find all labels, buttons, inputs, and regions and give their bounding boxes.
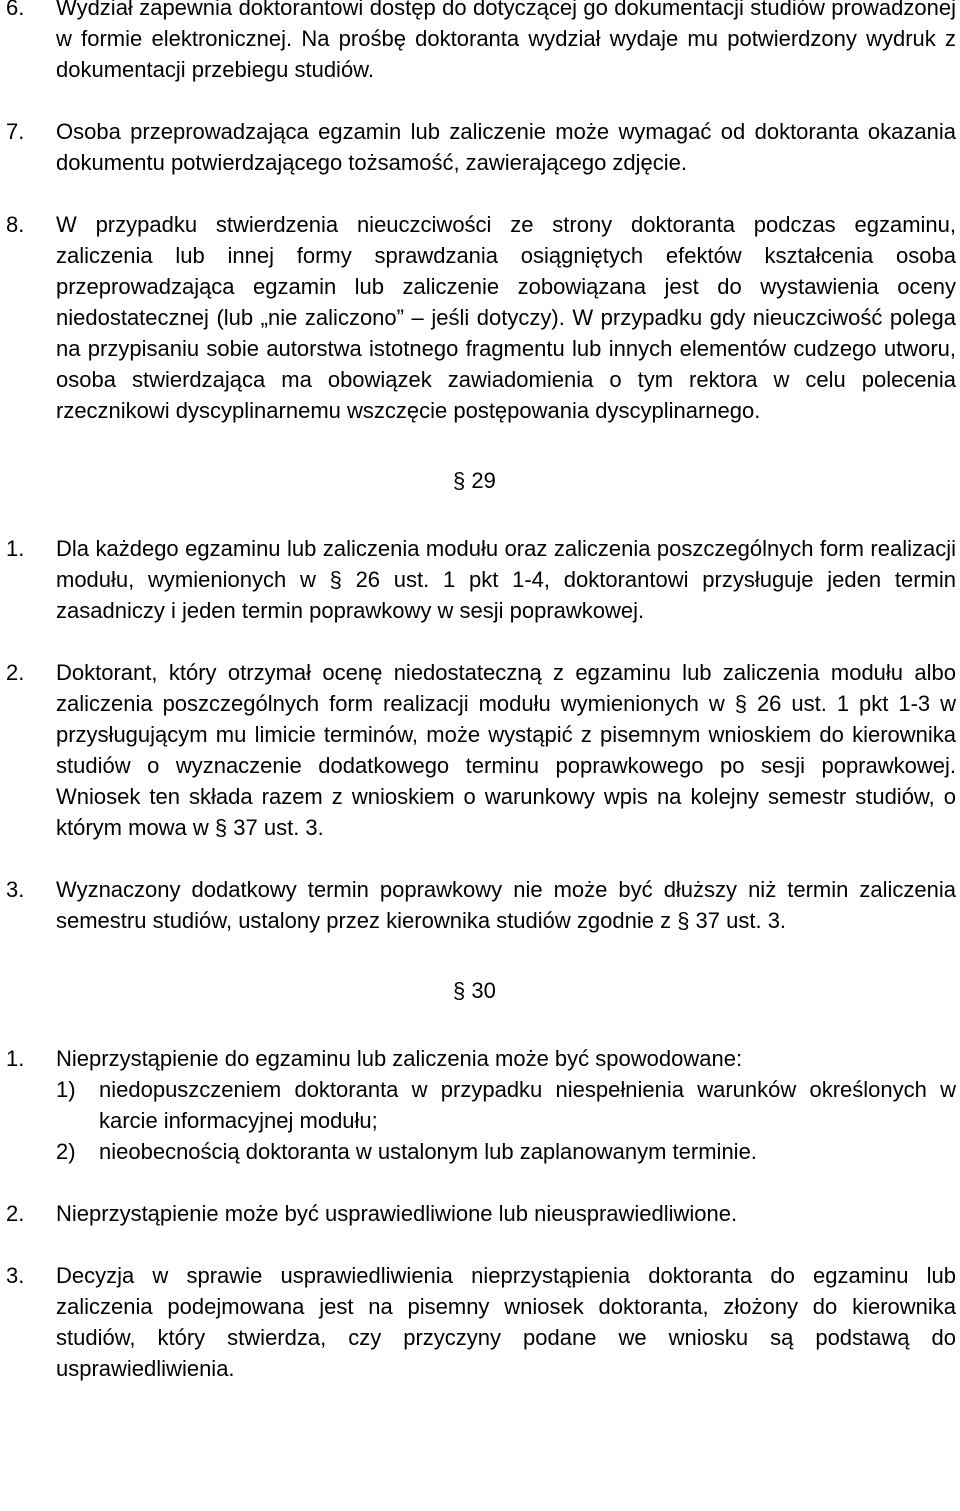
list-item-number: 1) — [56, 1077, 76, 1102]
section-heading-29 — [0, 465, 960, 496]
section-number: 30 — [471, 978, 496, 1003]
section-30-paragraph-2 — [0, 1198, 960, 1229]
paragraph-text: Nieprzystąpienie do egzaminu lub zaliczenia może być spowodowane: — [56, 1046, 743, 1071]
paragraph-text: Doktorant, który otrzymał ocenę niedostateczną z egzaminu lub zaliczenia modułu albo zaliczenia poszczególnych form realizacji modułu wymienionych w § 26 ust. 1 pkt 1-3 w przysługującym mu limicie terminów, może wystąpić z pisemnym wnioskiem do kierownika studiów o wyznaczenie dodatkowego terminu poprawkowego po sesji poprawkowej. Wniosek ten składa razem z wnioskiem o warunkowy wpis na kolejny semestr studiów, o którym mowa w § 37 ust. 3. — [56, 660, 956, 840]
paragraph-number: 6. — [6, 0, 25, 20]
paragraph-text: W przypadku stwierdzenia nieuczciwości ze strony doktoranta podczas egzaminu, zaliczenia lub innej formy sprawdzania osiągniętych efektów kształcenia osoba przeprowadzająca egzamin lub zaliczenie zobowiązana jest do wystawienia oceny niedostatecznej (lub „nie zaliczono” – jeśli dotyczy). W przypadku gdy nieuczciwość polega na przypisaniu sobie autorstwa istotnego fragmentu lub innych elementów cudzego utworu, osoba stwierdzająca ma obowiązek zawiadomienia o tym rektora w celu polecenia rzecznikowi dyscyplinarnemu wszczęcie postępowania dyscyplinarnego. — [56, 212, 956, 423]
section-29-paragraph-1 — [0, 533, 960, 626]
section-29-paragraph-2 — [0, 657, 960, 843]
paragraph-text: Wyznaczony dodatkowy termin poprawkowy nie może być dłuższy niż termin zaliczenia semestru studiów, ustalony przez kierownika studiów zgodnie z § 37 ust. 3. — [56, 877, 956, 933]
paragraph-text: Nieprzystąpienie może być usprawiedliwione lub nieusprawiedliwione. — [56, 1201, 738, 1226]
list-item — [56, 1136, 956, 1167]
paragraph-text: Dla każdego egzaminu lub zaliczenia modułu oraz zaliczenia poszczególnych form realizacji modułu, wymienionych w § 26 ust. 1 pkt 1-4, doktorantowi przysługuje jeden termin zasadniczy i jeden termin poprawkowy w sesji poprawkowej. — [56, 536, 956, 623]
list-item-number: 2) — [56, 1139, 76, 1164]
paragraph-7 — [0, 116, 960, 178]
paragraph-number: 8. — [6, 212, 25, 237]
section-sign: § — [453, 468, 466, 493]
list-item-text: niedopuszczeniem doktoranta w przypadku niespełnienia warunków określonych w karcie informacyjnej modułu; — [99, 1077, 956, 1133]
paragraph-number: 3. — [6, 1263, 25, 1288]
paragraph-text: Wydział zapewnia doktorantowi dostęp do dotyczącej go dokumentacji studiów prowadzonej w formie elektronicznej. Na prośbę doktoranta wydział wydaje mu potwierdzony wydruk z dokumentacji przebiegu studiów. — [56, 0, 956, 82]
list-item — [56, 1074, 956, 1136]
paragraph-8 — [0, 209, 960, 426]
section-30-paragraph-3 — [0, 1260, 960, 1384]
paragraph-text: Osoba przeprowadzająca egzamin lub zaliczenie może wymagać od doktoranta okazania dokumentu potwierdzającego tożsamość, zawierającego zdjęcie. — [56, 119, 956, 175]
paragraph-number: 2. — [6, 660, 25, 685]
list-item-text: nieobecnością doktoranta w ustalonym lub zaplanowanym terminie. — [99, 1139, 757, 1164]
paragraph-number: 3. — [6, 877, 25, 902]
section-sign: § — [453, 978, 466, 1003]
section-30-paragraph-1 — [0, 1043, 960, 1167]
paragraph-number: 1. — [6, 536, 25, 561]
paragraph-number: 2. — [6, 1201, 25, 1226]
paragraph-6 — [0, 0, 960, 85]
section-29-paragraph-3 — [0, 874, 960, 936]
sub-list — [56, 1074, 956, 1167]
paragraph-number: 1. — [6, 1046, 25, 1071]
paragraph-text: Decyzja w sprawie usprawiedliwienia nieprzystąpienia doktoranta do egzaminu lub zaliczenia podejmowana jest na pisemny wniosek doktoranta, złożony do kierownika studiów, który stwierdza, czy przyczyny podane we wniosku są podstawą do usprawiedliwienia. — [56, 1263, 956, 1381]
section-heading-30 — [0, 975, 960, 1006]
section-number: 29 — [471, 468, 496, 493]
paragraph-number: 7. — [6, 119, 25, 144]
